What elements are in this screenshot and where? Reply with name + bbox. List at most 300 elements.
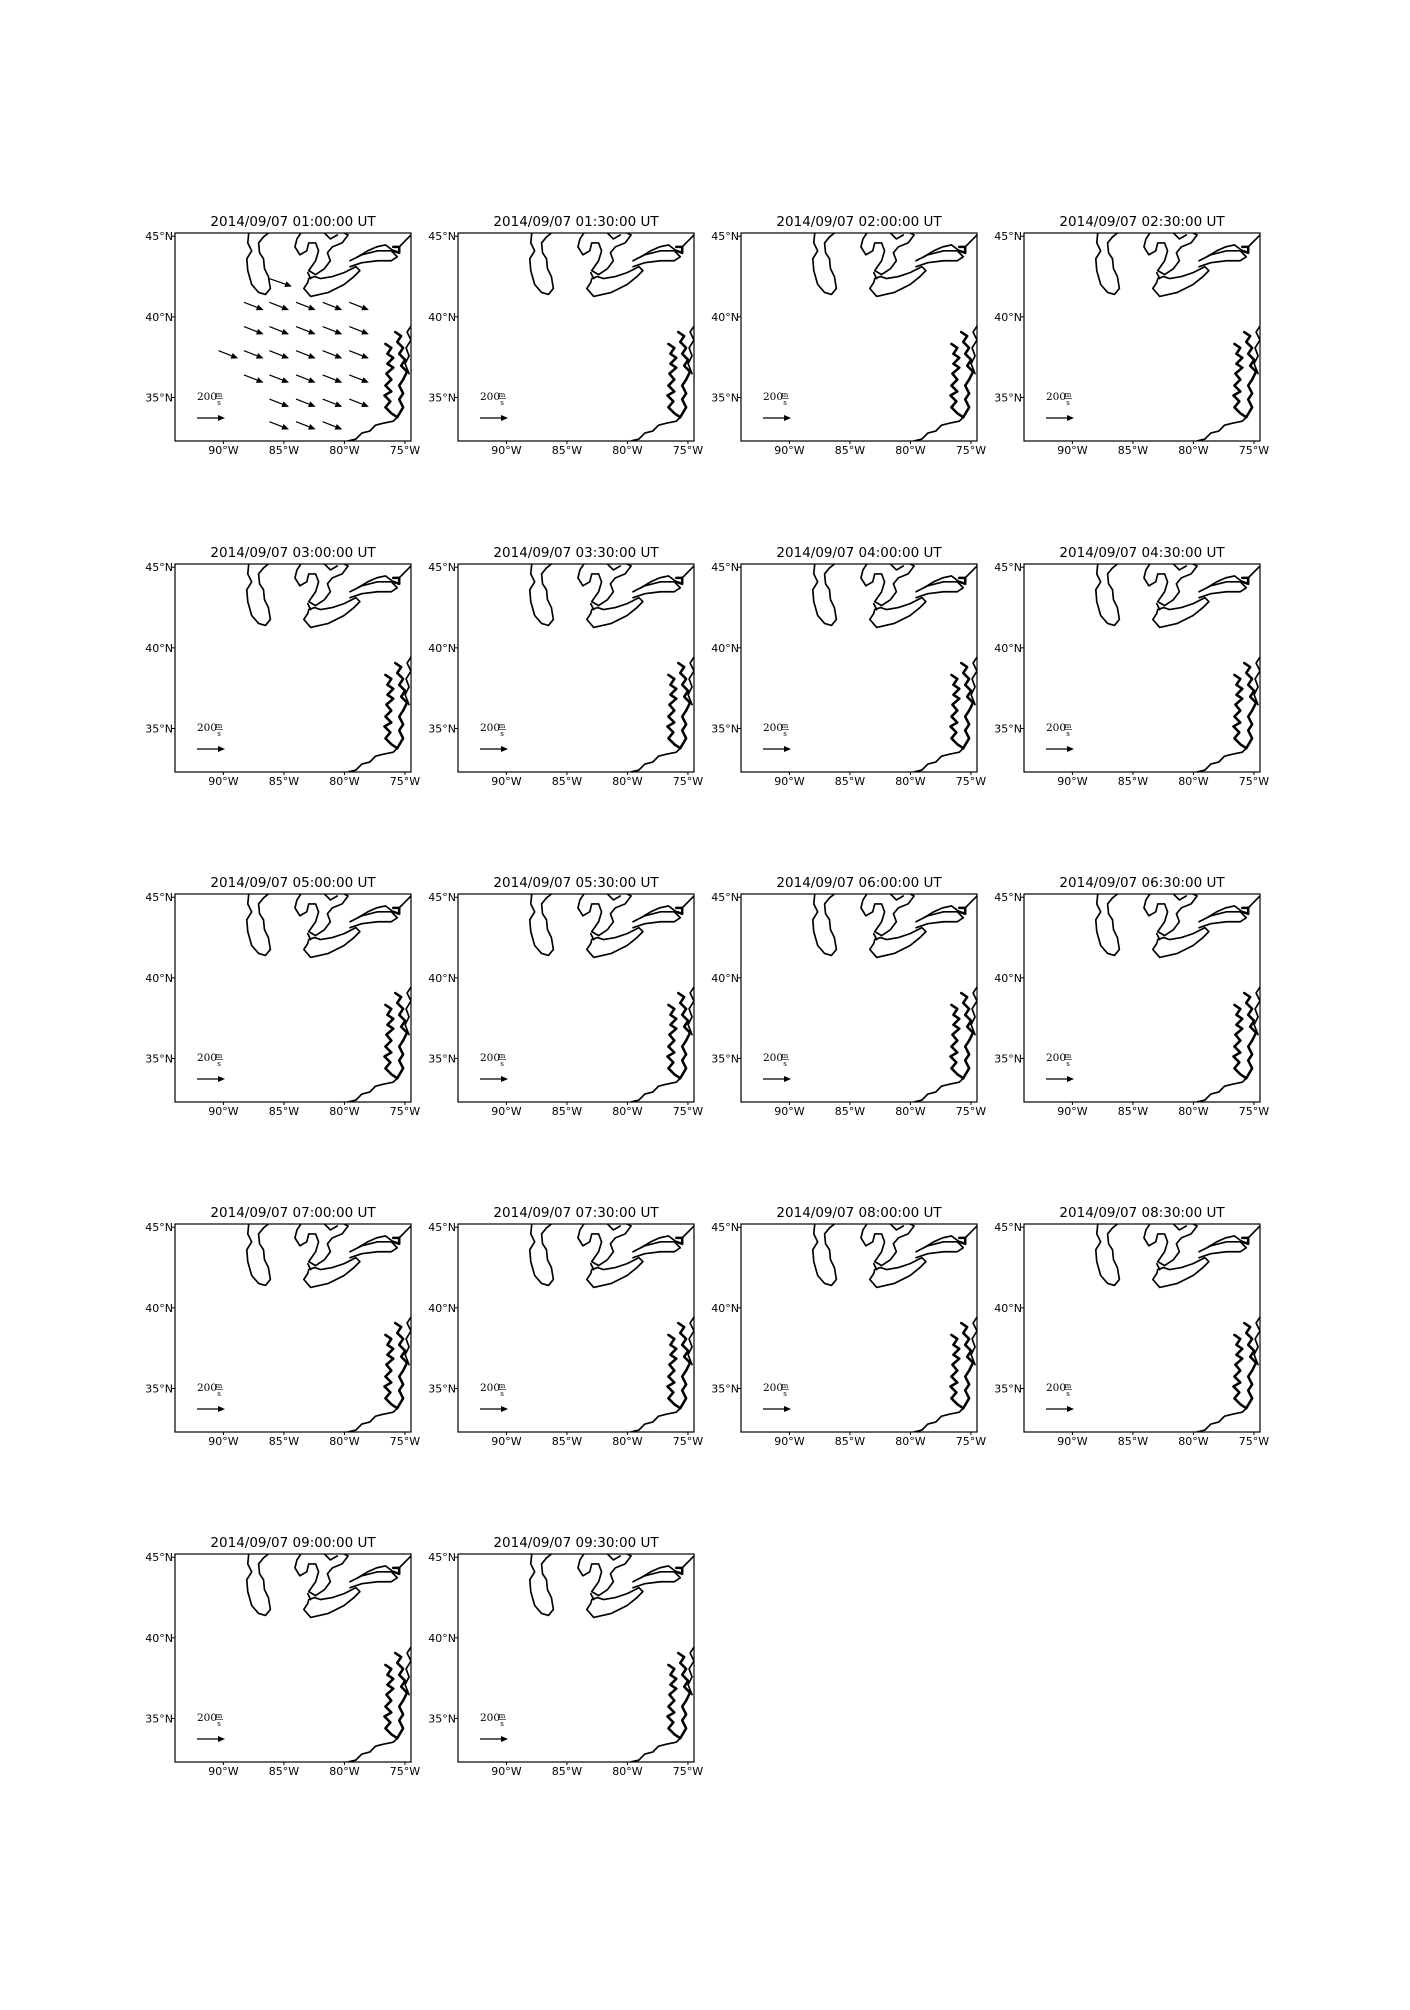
reference-vector-label: 200 xyxy=(480,1712,501,1724)
wind-vector xyxy=(269,327,289,335)
reference-vector-arrow xyxy=(197,1736,225,1742)
x-tick-label: 80°W xyxy=(1178,775,1209,788)
wind-vector xyxy=(269,375,289,383)
reference-unit-denominator: s xyxy=(500,1720,504,1728)
reference-unit-numerator: m xyxy=(781,722,789,730)
wind-vector xyxy=(349,351,369,359)
wind-vector xyxy=(349,375,369,383)
map-frame xyxy=(458,894,694,1102)
reference-vector-arrow xyxy=(197,1076,225,1082)
reference-unit-numerator: m xyxy=(498,722,506,730)
x-tick-label: 80°W xyxy=(329,1435,360,1448)
wind-vector xyxy=(269,302,289,310)
map-frame xyxy=(741,233,977,441)
coastline xyxy=(813,564,977,774)
coastline xyxy=(1096,564,1260,774)
map-frame xyxy=(175,233,411,441)
x-tick-label: 90°W xyxy=(491,444,522,457)
reference-vector-label: 200 xyxy=(1046,1382,1067,1394)
wind-vector xyxy=(244,327,264,335)
wind-vector xyxy=(244,351,264,359)
y-tick-label: 45°N xyxy=(145,1551,173,1565)
panel-title: 2014/09/07 01:00:00 UT xyxy=(210,214,376,230)
wind-vector xyxy=(349,302,369,310)
y-tick-label: 45°N xyxy=(145,561,173,575)
y-tick-label: 35°N xyxy=(994,1052,1022,1066)
y-tick-label: 40°N xyxy=(145,310,173,324)
coastline xyxy=(247,894,411,1104)
reference-unit-numerator: m xyxy=(498,1052,506,1060)
x-tick-label: 80°W xyxy=(895,1435,926,1448)
x-tick-label: 75°W xyxy=(389,1105,421,1118)
reference-unit-denominator: s xyxy=(1066,1060,1070,1068)
y-tick-label: 40°N xyxy=(994,310,1022,324)
x-tick-label: 80°W xyxy=(612,1105,643,1118)
x-tick-label: 85°W xyxy=(551,1105,583,1118)
map-panel xyxy=(145,1535,420,1778)
wind-vector xyxy=(323,375,343,383)
reference-unit-numerator: m xyxy=(215,1382,223,1390)
reference-vector-arrow xyxy=(480,1406,508,1412)
map-panel xyxy=(711,1205,986,1448)
y-tick-label: 45°N xyxy=(711,1221,739,1235)
x-tick-label: 90°W xyxy=(208,444,239,457)
map-panel xyxy=(428,214,703,457)
wind-vector xyxy=(323,351,343,359)
wind-vector xyxy=(323,422,343,430)
reference-unit-denominator: s xyxy=(500,399,504,407)
panel-title: 2014/09/07 03:00:00 UT xyxy=(210,545,376,561)
wind-vector xyxy=(219,351,239,359)
x-tick-label: 75°W xyxy=(1238,1435,1270,1448)
reference-unit-numerator: m xyxy=(215,1052,223,1060)
x-tick-label: 85°W xyxy=(551,775,583,788)
map-frame xyxy=(458,564,694,772)
wind-vector xyxy=(296,351,316,359)
y-tick-label: 35°N xyxy=(428,722,456,736)
reference-unit-denominator: s xyxy=(500,730,504,738)
x-tick-label: 90°W xyxy=(1057,444,1088,457)
x-tick-label: 85°W xyxy=(551,1435,583,1448)
coastline xyxy=(813,894,977,1104)
reference-unit-denominator: s xyxy=(217,1060,221,1068)
x-tick-label: 75°W xyxy=(955,1105,987,1118)
x-tick-label: 80°W xyxy=(329,444,360,457)
reference-unit-numerator: m xyxy=(1064,1382,1072,1390)
y-tick-label: 45°N xyxy=(145,1221,173,1235)
reference-unit-denominator: s xyxy=(500,1060,504,1068)
coastline xyxy=(813,1224,977,1434)
panel-title: 2014/09/07 02:00:00 UT xyxy=(776,214,942,230)
x-tick-label: 90°W xyxy=(1057,775,1088,788)
x-tick-label: 90°W xyxy=(208,1435,239,1448)
map-frame xyxy=(1024,233,1260,441)
reference-unit-denominator: s xyxy=(783,1390,787,1398)
map-panel xyxy=(428,1205,703,1448)
reference-vector-label: 200 xyxy=(763,1052,784,1064)
x-tick-label: 80°W xyxy=(895,1105,926,1118)
x-tick-label: 90°W xyxy=(208,775,239,788)
reference-vector-label: 200 xyxy=(480,391,501,403)
x-tick-label: 75°W xyxy=(672,1435,704,1448)
panel-title: 2014/09/07 05:00:00 UT xyxy=(210,875,376,891)
map-panel xyxy=(145,875,420,1118)
wind-vector xyxy=(269,351,289,359)
wind-vector xyxy=(349,399,369,407)
reference-vector-arrow xyxy=(1046,1076,1074,1082)
map-frame xyxy=(458,233,694,441)
x-tick-label: 85°W xyxy=(1117,775,1149,788)
x-tick-label: 80°W xyxy=(329,1105,360,1118)
reference-unit-numerator: m xyxy=(1064,391,1072,399)
reference-unit-numerator: m xyxy=(1064,1052,1072,1060)
reference-vector-label: 200 xyxy=(197,1052,218,1064)
y-tick-label: 45°N xyxy=(711,230,739,244)
y-tick-label: 35°N xyxy=(711,722,739,736)
coastline xyxy=(530,564,694,774)
reference-vector-arrow xyxy=(197,746,225,752)
coastline xyxy=(1096,1224,1260,1434)
reference-unit-numerator: m xyxy=(781,1052,789,1060)
map-panel xyxy=(994,1205,1269,1448)
reference-unit-denominator: s xyxy=(217,1390,221,1398)
wind-vector xyxy=(296,422,316,430)
map-panel xyxy=(145,545,420,788)
x-tick-label: 75°W xyxy=(389,1765,421,1778)
y-tick-label: 40°N xyxy=(428,310,456,324)
y-tick-label: 35°N xyxy=(994,391,1022,405)
reference-unit-denominator: s xyxy=(783,399,787,407)
map-frame xyxy=(175,1554,411,1762)
reference-vector-label: 200 xyxy=(197,1712,218,1724)
map-panel xyxy=(994,214,1269,457)
panel-title: 2014/09/07 09:30:00 UT xyxy=(493,1535,659,1551)
x-tick-label: 85°W xyxy=(1117,1435,1149,1448)
x-tick-label: 80°W xyxy=(612,1435,643,1448)
x-tick-label: 75°W xyxy=(389,775,421,788)
y-tick-label: 40°N xyxy=(711,971,739,985)
coastline xyxy=(247,1224,411,1434)
panel-title: 2014/09/07 04:00:00 UT xyxy=(776,545,942,561)
map-panel xyxy=(428,875,703,1118)
y-tick-label: 40°N xyxy=(711,641,739,655)
map-panel xyxy=(145,214,420,457)
y-tick-label: 35°N xyxy=(994,722,1022,736)
y-tick-label: 45°N xyxy=(145,230,173,244)
reference-unit-denominator: s xyxy=(217,730,221,738)
reference-unit-numerator: m xyxy=(498,1712,506,1720)
x-tick-label: 80°W xyxy=(895,775,926,788)
map-frame xyxy=(1024,894,1260,1102)
y-tick-label: 45°N xyxy=(711,891,739,905)
map-frame xyxy=(175,894,411,1102)
y-tick-label: 45°N xyxy=(711,561,739,575)
x-tick-label: 80°W xyxy=(1178,444,1209,457)
coastline xyxy=(247,1554,411,1764)
x-tick-label: 90°W xyxy=(491,1435,522,1448)
y-tick-label: 45°N xyxy=(145,891,173,905)
y-tick-label: 35°N xyxy=(711,1052,739,1066)
map-panel xyxy=(994,875,1269,1118)
reference-vector-label: 200 xyxy=(197,1382,218,1394)
reference-unit-denominator: s xyxy=(500,1390,504,1398)
y-tick-label: 35°N xyxy=(428,1052,456,1066)
coastline xyxy=(530,1554,694,1764)
y-tick-label: 35°N xyxy=(428,391,456,405)
map-frame xyxy=(458,1224,694,1432)
reference-unit-denominator: s xyxy=(783,730,787,738)
x-tick-label: 80°W xyxy=(612,1765,643,1778)
reference-unit-numerator: m xyxy=(215,391,223,399)
x-tick-label: 90°W xyxy=(774,1105,805,1118)
x-tick-label: 75°W xyxy=(955,1435,987,1448)
y-tick-label: 45°N xyxy=(428,1551,456,1565)
y-tick-label: 40°N xyxy=(711,310,739,324)
y-tick-label: 40°N xyxy=(994,641,1022,655)
y-tick-label: 35°N xyxy=(711,1382,739,1396)
map-frame xyxy=(741,1224,977,1432)
x-tick-label: 85°W xyxy=(551,1765,583,1778)
reference-vector-arrow xyxy=(480,415,508,421)
reference-unit-denominator: s xyxy=(217,399,221,407)
panel-title: 2014/09/07 07:00:00 UT xyxy=(210,1205,376,1221)
reference-vector-label: 200 xyxy=(1046,1052,1067,1064)
x-tick-label: 80°W xyxy=(895,444,926,457)
wind-vector xyxy=(349,327,369,335)
y-tick-label: 45°N xyxy=(428,230,456,244)
x-tick-label: 85°W xyxy=(834,444,866,457)
reference-vector-label: 200 xyxy=(480,722,501,734)
reference-vector-arrow xyxy=(197,1406,225,1412)
x-tick-label: 85°W xyxy=(1117,444,1149,457)
reference-vector-arrow xyxy=(1046,415,1074,421)
reference-vector-label: 200 xyxy=(197,391,218,403)
x-tick-label: 75°W xyxy=(389,1435,421,1448)
y-tick-label: 40°N xyxy=(145,1301,173,1315)
map-panel xyxy=(711,214,986,457)
reference-unit-denominator: s xyxy=(1066,399,1070,407)
reference-vector-arrow xyxy=(763,746,791,752)
reference-unit-denominator: s xyxy=(1066,730,1070,738)
map-panel xyxy=(428,1535,703,1778)
map-panel xyxy=(145,1205,420,1448)
reference-unit-numerator: m xyxy=(215,1712,223,1720)
panel-title: 2014/09/07 06:30:00 UT xyxy=(1059,875,1225,891)
y-tick-label: 40°N xyxy=(145,971,173,985)
y-tick-label: 45°N xyxy=(428,561,456,575)
y-tick-label: 35°N xyxy=(711,391,739,405)
x-tick-label: 90°W xyxy=(491,1765,522,1778)
wind-vector xyxy=(323,399,343,407)
coastline xyxy=(530,1224,694,1434)
y-tick-label: 40°N xyxy=(428,971,456,985)
reference-vector-label: 200 xyxy=(1046,722,1067,734)
y-tick-label: 40°N xyxy=(711,1301,739,1315)
reference-unit-denominator: s xyxy=(1066,1390,1070,1398)
wind-vector xyxy=(296,327,316,335)
reference-unit-denominator: s xyxy=(217,1720,221,1728)
x-tick-label: 85°W xyxy=(268,1435,300,1448)
x-tick-label: 80°W xyxy=(329,1765,360,1778)
y-tick-label: 35°N xyxy=(994,1382,1022,1396)
reference-unit-numerator: m xyxy=(781,1382,789,1390)
x-tick-label: 80°W xyxy=(1178,1105,1209,1118)
x-tick-label: 85°W xyxy=(551,444,583,457)
y-tick-label: 40°N xyxy=(994,1301,1022,1315)
x-tick-label: 90°W xyxy=(208,1105,239,1118)
panel-title: 2014/09/07 09:00:00 UT xyxy=(210,1535,376,1551)
reference-unit-numerator: m xyxy=(781,391,789,399)
y-tick-label: 35°N xyxy=(428,1712,456,1726)
panel-title: 2014/09/07 01:30:00 UT xyxy=(493,214,659,230)
reference-unit-numerator: m xyxy=(215,722,223,730)
map-frame xyxy=(458,1554,694,1762)
y-tick-label: 45°N xyxy=(994,1221,1022,1235)
x-tick-label: 90°W xyxy=(491,775,522,788)
reference-vector-label: 200 xyxy=(763,722,784,734)
x-tick-label: 85°W xyxy=(268,1765,300,1778)
reference-vector-arrow xyxy=(480,746,508,752)
y-tick-label: 45°N xyxy=(994,230,1022,244)
map-frame xyxy=(1024,564,1260,772)
map-frame xyxy=(741,564,977,772)
reference-vector-arrow xyxy=(1046,746,1074,752)
x-tick-label: 75°W xyxy=(672,1765,704,1778)
x-tick-label: 75°W xyxy=(1238,1105,1270,1118)
coastline xyxy=(813,233,977,443)
panels-layer xyxy=(145,214,1269,1778)
x-tick-label: 75°W xyxy=(672,1105,704,1118)
reference-vector-label: 200 xyxy=(480,1052,501,1064)
y-tick-label: 40°N xyxy=(428,1631,456,1645)
wind-vector xyxy=(244,302,264,310)
y-tick-label: 35°N xyxy=(145,722,173,736)
panel-title: 2014/09/07 07:30:00 UT xyxy=(493,1205,659,1221)
panel-title: 2014/09/07 06:00:00 UT xyxy=(776,875,942,891)
map-frame xyxy=(741,894,977,1102)
x-tick-label: 90°W xyxy=(1057,1105,1088,1118)
x-tick-label: 90°W xyxy=(774,444,805,457)
y-tick-label: 45°N xyxy=(994,891,1022,905)
coastline xyxy=(1096,233,1260,443)
x-tick-label: 80°W xyxy=(612,775,643,788)
x-tick-label: 75°W xyxy=(672,444,704,457)
reference-vector-arrow xyxy=(763,1406,791,1412)
x-tick-label: 85°W xyxy=(834,1435,866,1448)
wind-vector xyxy=(323,302,343,310)
y-tick-label: 40°N xyxy=(145,641,173,655)
y-tick-label: 35°N xyxy=(145,391,173,405)
x-tick-label: 85°W xyxy=(268,1105,300,1118)
x-tick-label: 75°W xyxy=(955,444,987,457)
x-tick-label: 90°W xyxy=(491,1105,522,1118)
coastline xyxy=(247,564,411,774)
x-tick-label: 80°W xyxy=(1178,1435,1209,1448)
reference-vector-arrow xyxy=(480,1076,508,1082)
y-tick-label: 40°N xyxy=(994,971,1022,985)
map-frame xyxy=(175,564,411,772)
map-panel xyxy=(711,545,986,788)
y-tick-label: 45°N xyxy=(994,561,1022,575)
x-tick-label: 85°W xyxy=(268,444,300,457)
map-panel xyxy=(994,545,1269,788)
panel-title: 2014/09/07 05:30:00 UT xyxy=(493,875,659,891)
map-panel xyxy=(428,545,703,788)
reference-vector-arrow xyxy=(763,1076,791,1082)
wind-vector xyxy=(269,422,289,430)
y-tick-label: 35°N xyxy=(145,1052,173,1066)
reference-unit-numerator: m xyxy=(498,391,506,399)
map-panel xyxy=(711,875,986,1118)
reference-unit-denominator: s xyxy=(783,1060,787,1068)
panel-title: 2014/09/07 03:30:00 UT xyxy=(493,545,659,561)
wind-vector xyxy=(269,399,289,407)
panel-title: 2014/09/07 08:30:00 UT xyxy=(1059,1205,1225,1221)
x-tick-label: 75°W xyxy=(955,775,987,788)
wind-vector xyxy=(268,278,292,287)
x-tick-label: 90°W xyxy=(774,775,805,788)
x-tick-label: 90°W xyxy=(208,1765,239,1778)
panel-title: 2014/09/07 04:30:00 UT xyxy=(1059,545,1225,561)
y-tick-label: 35°N xyxy=(145,1382,173,1396)
wind-vector xyxy=(296,375,316,383)
x-tick-label: 75°W xyxy=(389,444,421,457)
reference-unit-numerator: m xyxy=(498,1382,506,1390)
reference-vector-label: 200 xyxy=(480,1382,501,1394)
x-tick-label: 85°W xyxy=(268,775,300,788)
x-tick-label: 85°W xyxy=(834,775,866,788)
coastline xyxy=(530,894,694,1104)
wind-vector xyxy=(296,399,316,407)
y-tick-label: 45°N xyxy=(428,1221,456,1235)
reference-vector-arrow xyxy=(763,415,791,421)
panel-title: 2014/09/07 08:00:00 UT xyxy=(776,1205,942,1221)
y-tick-label: 40°N xyxy=(428,1301,456,1315)
reference-vector-label: 200 xyxy=(763,391,784,403)
reference-vector-label: 200 xyxy=(763,1382,784,1394)
wind-vector xyxy=(323,327,343,335)
y-tick-label: 35°N xyxy=(428,1382,456,1396)
x-tick-label: 75°W xyxy=(1238,444,1270,457)
wind-vector xyxy=(244,375,264,383)
map-frame xyxy=(1024,1224,1260,1432)
wind-vector xyxy=(296,302,316,310)
x-tick-label: 90°W xyxy=(1057,1435,1088,1448)
x-tick-label: 85°W xyxy=(834,1105,866,1118)
x-tick-label: 75°W xyxy=(672,775,704,788)
coastline xyxy=(247,233,411,443)
y-tick-label: 40°N xyxy=(428,641,456,655)
y-tick-label: 35°N xyxy=(145,1712,173,1726)
x-tick-label: 90°W xyxy=(774,1435,805,1448)
reference-unit-numerator: m xyxy=(1064,722,1072,730)
coastline xyxy=(1096,894,1260,1104)
reference-vector-arrow xyxy=(1046,1406,1074,1412)
x-tick-label: 75°W xyxy=(1238,775,1270,788)
x-tick-label: 80°W xyxy=(612,444,643,457)
y-tick-label: 40°N xyxy=(145,1631,173,1645)
y-tick-label: 45°N xyxy=(428,891,456,905)
panel-title: 2014/09/07 02:30:00 UT xyxy=(1059,214,1225,230)
x-tick-label: 80°W xyxy=(329,775,360,788)
reference-vector-label: 200 xyxy=(197,722,218,734)
x-tick-label: 85°W xyxy=(1117,1105,1149,1118)
map-frame xyxy=(175,1224,411,1432)
reference-vector-arrow xyxy=(480,1736,508,1742)
coastline xyxy=(530,233,694,443)
reference-vector-arrow xyxy=(197,415,225,421)
reference-vector-label: 200 xyxy=(1046,391,1067,403)
